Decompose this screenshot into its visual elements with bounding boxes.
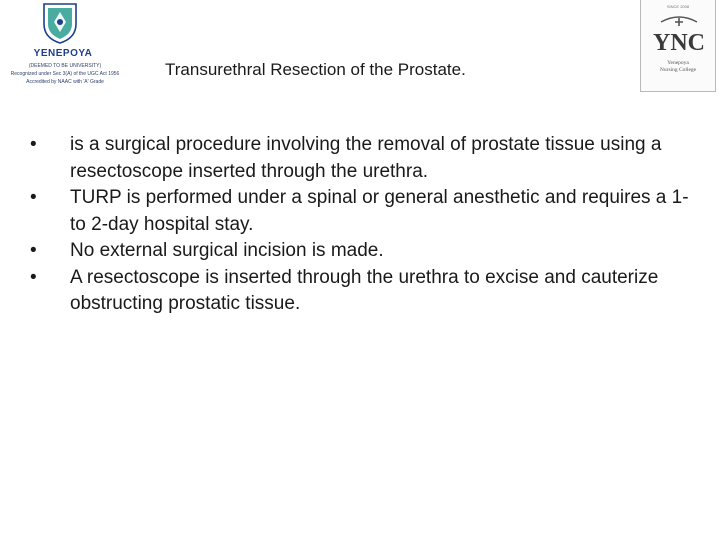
logo-name-line: Nursing College (659, 67, 697, 73)
bullet-item (30, 265, 690, 318)
bullet-dot: • (30, 134, 37, 155)
slide-title: Transurethral Resection of the Prostate. (165, 60, 466, 79)
logo-tagline: SINCE 2008 (666, 4, 690, 9)
bullet-item (30, 238, 690, 265)
logo-subline: Accredited by NAAC with 'A' Grade (26, 79, 104, 85)
bullet-text: A resectoscope is inserted through the urethra to excise and cauterize obstructing prostatic tissue. (70, 266, 659, 314)
monogram-text: YNC (653, 30, 705, 56)
nursing-college-logo (640, 0, 716, 92)
bullet-item (30, 132, 690, 185)
bullet-text: TURP is performed under a spinal or general anesthetic and requires a 1- to 2-day hospital stay. (70, 187, 689, 235)
logo-subline: Recognized under Sec 3(A) of the UGC Act 1956 (10, 71, 120, 77)
bullet-dot: • (30, 266, 37, 288)
bullet-dot: • (30, 240, 37, 261)
yenepoya-crest-icon (40, 2, 80, 44)
bullet-text: No external surgical incision is made. (70, 240, 384, 261)
bullet-text: is a surgical procedure involving the removal of prostate tissue using a resectoscope inserted through the urethra. (70, 134, 662, 182)
bullet-dot: • (30, 187, 37, 208)
logo-name-line: Yenepoya (667, 60, 689, 66)
logo-subline: (DEEMED TO BE UNIVERSITY) (28, 63, 102, 69)
bullet-list (30, 132, 690, 318)
logo-name (641, 60, 715, 74)
bullet-item (30, 185, 690, 238)
yenepoya-university-logo (10, 0, 120, 98)
nursing-college-emblem-icon (653, 10, 705, 58)
logo-brand-text: YENEPOYA (33, 48, 93, 59)
